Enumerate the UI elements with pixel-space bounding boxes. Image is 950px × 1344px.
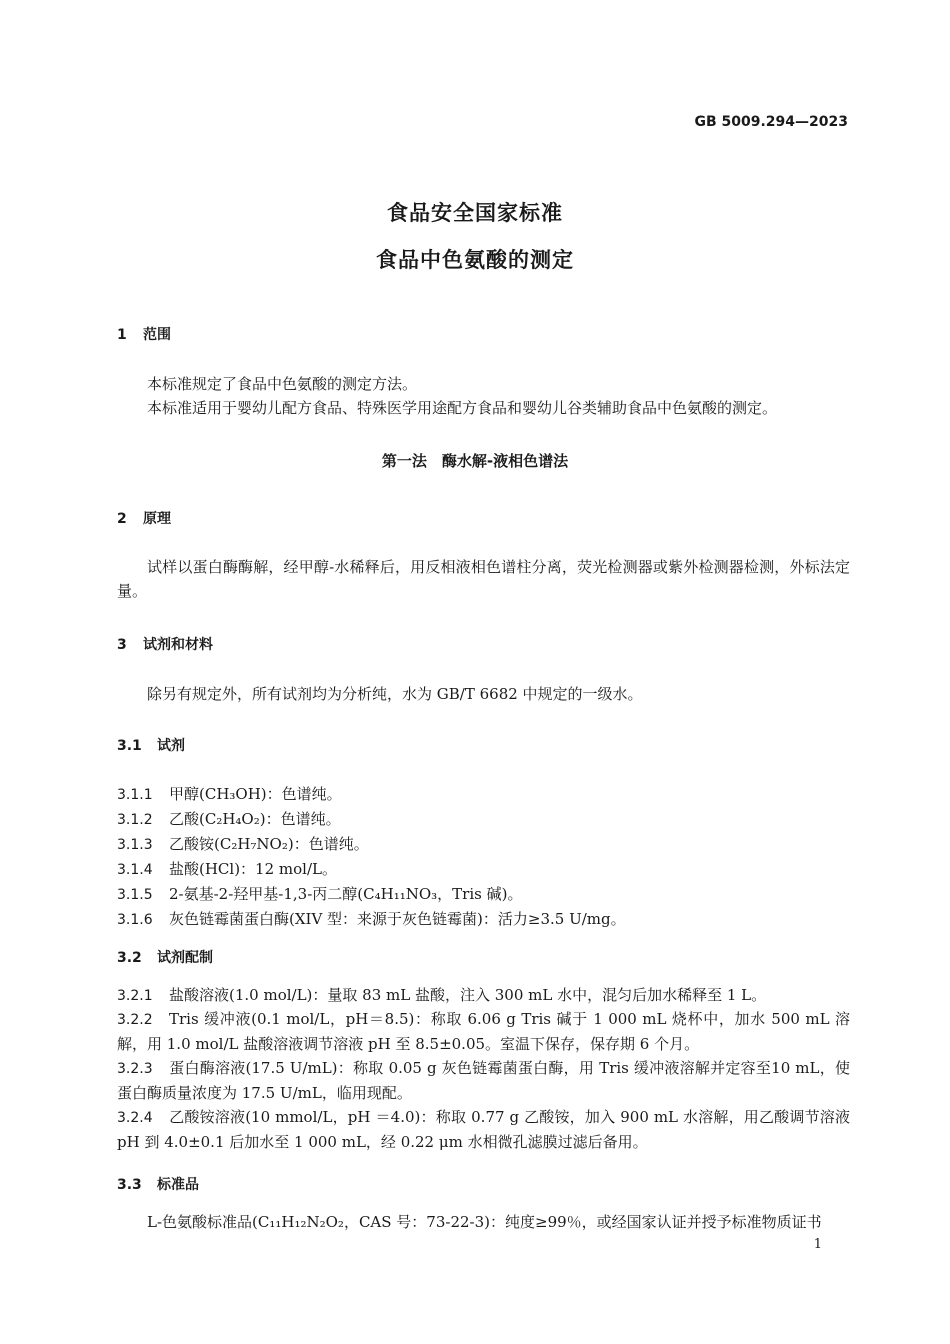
section-title: 原理 bbox=[143, 511, 171, 527]
paragraph: 本标准规定了食品中色氨酸的测定方法。 bbox=[147, 375, 418, 393]
section-title: 试剂和材料 bbox=[143, 637, 213, 653]
section-2-heading bbox=[117, 508, 171, 528]
paragraph: 试样以蛋白酶酶解，经甲醇-水稀释后，用反相液相色谱柱分离，荧光检测器或紫外检测器检测，外标法定量。 bbox=[117, 558, 850, 600]
item-text: 乙酸铵溶液(10 mmol/L，pH ＝4.0)：称取 0.77 g 乙酸铵，加入 900 mL 水溶解，用乙酸调节溶液 pH 到 4.0±0.1 后加水至 1 000 mL，经 0.22 μm 水相微孔滤膜过滤后备用。 bbox=[117, 1108, 850, 1151]
list-item bbox=[117, 883, 522, 904]
item-number: 3.1.3 bbox=[117, 837, 153, 853]
section-number: 3.2 bbox=[117, 950, 142, 966]
item-text: 灰色链霉菌蛋白酶(XIV 型：来源于灰色链霉菌)：活力≥3.5 U/mg。 bbox=[169, 910, 626, 928]
item-text: 乙酸铵(C₂H₇NO₂)：色谱纯。 bbox=[169, 835, 369, 853]
list-item bbox=[117, 808, 341, 829]
item-text: 2-氨基-2-羟甲基-1,3-丙二醇(C₄H₁₁NO₃，Tris 碱)。 bbox=[169, 885, 523, 903]
item-text: 蛋白酶溶液(17.5 U/mL)：称取 0.05 g 灰色链霉菌蛋白酶，用 Tris 缓冲液溶解并定容至10 mL，使蛋白酶质量浓度为 17.5 U/mL，临用现配。 bbox=[117, 1059, 850, 1102]
item-number: 3.1.6 bbox=[117, 912, 153, 928]
section-1-heading bbox=[117, 324, 171, 344]
page-number: 1 bbox=[813, 1237, 822, 1252]
method-heading: 第一法 酶水解-液相色谱法 bbox=[381, 452, 569, 470]
list-item bbox=[117, 1056, 850, 1105]
list-item bbox=[117, 858, 337, 879]
subsection-3-1-heading bbox=[117, 735, 185, 755]
section-title: 试剂 bbox=[157, 738, 185, 754]
section-number: 3 bbox=[117, 637, 127, 653]
paragraph: 除另有规定外，所有试剂均为分析纯，水为 GB/T 6682 中规定的一级水。 bbox=[147, 685, 643, 703]
section-number: 2 bbox=[117, 511, 127, 527]
list-item bbox=[117, 983, 850, 1008]
subsection-3-3-heading bbox=[117, 1174, 199, 1194]
section-number: 1 bbox=[117, 327, 127, 343]
item-text: 乙酸(C₂H₄O₂)：色谱纯。 bbox=[169, 810, 341, 828]
section-title: 试剂配制 bbox=[157, 950, 213, 966]
section-title: 标准品 bbox=[157, 1177, 199, 1193]
section-title: 范围 bbox=[143, 327, 171, 343]
document-title: 食品安全国家标准 bbox=[387, 201, 563, 225]
section-number: 3.1 bbox=[117, 738, 142, 754]
standard-number: GB 5009.294—2023 bbox=[694, 114, 848, 130]
paragraph: 本标准适用于婴幼儿配方食品、特殊医学用途配方食品和婴幼儿谷类辅助食品中色氨酸的测定。 bbox=[147, 399, 778, 417]
section-number: 3.3 bbox=[117, 1177, 142, 1193]
list-item bbox=[117, 1105, 850, 1154]
list-item bbox=[117, 783, 342, 804]
paragraph: L-色氨酸标准品(C₁₁H₁₂N₂O₂，CAS 号：73-22-3)：纯度≥99％，或经国家认证并授予标准物质证书 bbox=[147, 1213, 822, 1231]
list-item bbox=[117, 833, 369, 854]
item-number: 3.2.1 bbox=[117, 988, 153, 1004]
item-number: 3.1.1 bbox=[117, 787, 153, 803]
item-number: 3.2.3 bbox=[117, 1061, 153, 1077]
list-item bbox=[117, 908, 626, 929]
item-text: 甲醇(CH₃OH)：色谱纯。 bbox=[169, 785, 342, 803]
item-number: 3.2.4 bbox=[117, 1110, 153, 1126]
document-subtitle: 食品中色氨酸的测定 bbox=[376, 248, 574, 272]
item-text: 盐酸溶液(1.0 mol/L)：量取 83 mL 盐酸，注入 300 mL 水中，混匀后加水稀释至 1 L。 bbox=[169, 986, 767, 1004]
item-number: 3.1.5 bbox=[117, 887, 153, 903]
item-text: 盐酸(HCl)：12 mol/L。 bbox=[169, 860, 337, 878]
item-text: Tris 缓冲液(0.1 mol/L，pH＝8.5)：称取 6.06 g Tris 碱于 1 000 mL 烧杯中，加水 500 mL 溶解，用 1.0 mol/L 盐酸溶液调节溶液 pH 至 8.5±0.05。室温下保存，保存期 6 个月。 bbox=[117, 1010, 850, 1053]
list-item bbox=[117, 1007, 850, 1056]
item-number: 3.2.2 bbox=[117, 1012, 153, 1028]
item-number: 3.1.4 bbox=[117, 862, 153, 878]
item-number: 3.1.2 bbox=[117, 812, 153, 828]
section-3-heading bbox=[117, 634, 213, 654]
subsection-3-2-heading bbox=[117, 947, 213, 967]
